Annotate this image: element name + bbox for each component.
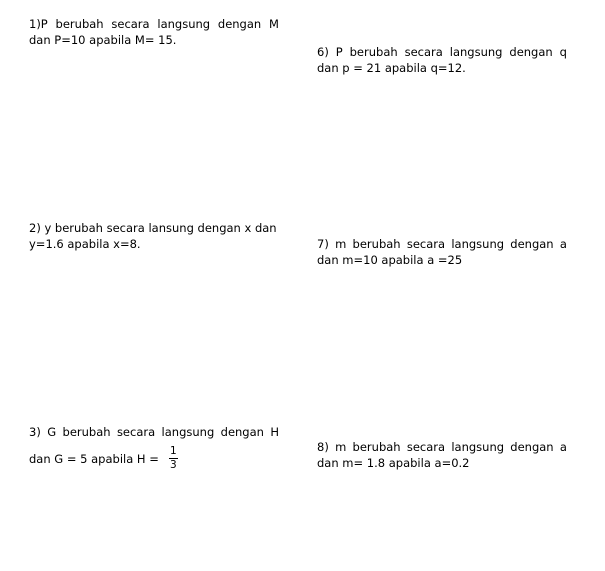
question-3-word: secara [116, 425, 156, 439]
question-1-word: berubah [55, 17, 104, 31]
question-8-word: berubah [352, 440, 401, 454]
question-3-word: langsung [161, 425, 215, 439]
question-2 [29, 220, 279, 252]
question-8 [317, 439, 567, 471]
question-3-word: H [270, 425, 279, 439]
question-6 [317, 44, 567, 76]
question-6-line-2: dan p = 21 apabila q=12. [317, 61, 466, 75]
question-8-word: secara [406, 440, 446, 454]
question-7-line-1 [317, 236, 567, 252]
question-1-word: 1)P [29, 17, 48, 31]
question-6-word: berubah [349, 45, 398, 59]
question-3-line-2 [29, 446, 178, 471]
question-6-word: q [559, 45, 567, 59]
question-7-word: langsung [451, 237, 505, 251]
question-7-word: m [335, 237, 347, 251]
fraction-denominator: 3 [170, 459, 177, 471]
question-3-line-1 [29, 424, 279, 440]
fraction [169, 446, 178, 471]
question-6-word: secara [404, 45, 443, 59]
question-8-line-2: dan m= 1.8 apabila a=0.2 [317, 456, 470, 470]
question-7-word: secara [406, 237, 446, 251]
question-3-word: 3) [29, 425, 41, 439]
question-1-word: secara [111, 17, 150, 31]
question-8-word: 8) [317, 440, 329, 454]
question-1-word: dengan [217, 17, 262, 31]
question-6-word: dengan [509, 45, 553, 59]
question-8-word: m [335, 440, 347, 454]
question-2-line-1: 2) y berubah secara lansung dengan x dan [29, 221, 277, 235]
question-1-word: M [269, 17, 279, 31]
question-3 [29, 424, 279, 471]
question-8-word: dengan [510, 440, 554, 454]
question-7-word: 7) [317, 237, 329, 251]
question-3-line-2-text: dan G = 5 apabila H = [29, 451, 159, 466]
question-8-line-1 [317, 439, 567, 455]
question-7-word: dengan [510, 237, 554, 251]
question-2-line-2: y=1.6 apabila x=8. [29, 237, 141, 251]
question-7 [317, 236, 567, 268]
question-1-line-1 [29, 16, 279, 32]
question-7-word: a [559, 237, 567, 251]
question-6-word: langsung [449, 45, 503, 59]
question-6-line-1 [317, 44, 567, 60]
question-7-word: berubah [352, 237, 401, 251]
question-1-word: langsung [157, 17, 211, 31]
question-7-line-2: dan m=10 apabila a =25 [317, 253, 463, 267]
question-1-line-2: dan P=10 apabila M= 15. [29, 33, 177, 47]
question-1 [29, 16, 279, 48]
question-6-word: 6) [317, 45, 329, 59]
question-3-word: dengan [220, 425, 264, 439]
question-6-word: P [335, 45, 343, 59]
question-8-word: a [559, 440, 567, 454]
question-8-word: langsung [451, 440, 505, 454]
question-3-word: berubah [62, 425, 111, 439]
question-3-word: G [47, 425, 57, 439]
fraction-numerator: 1 [170, 445, 177, 457]
